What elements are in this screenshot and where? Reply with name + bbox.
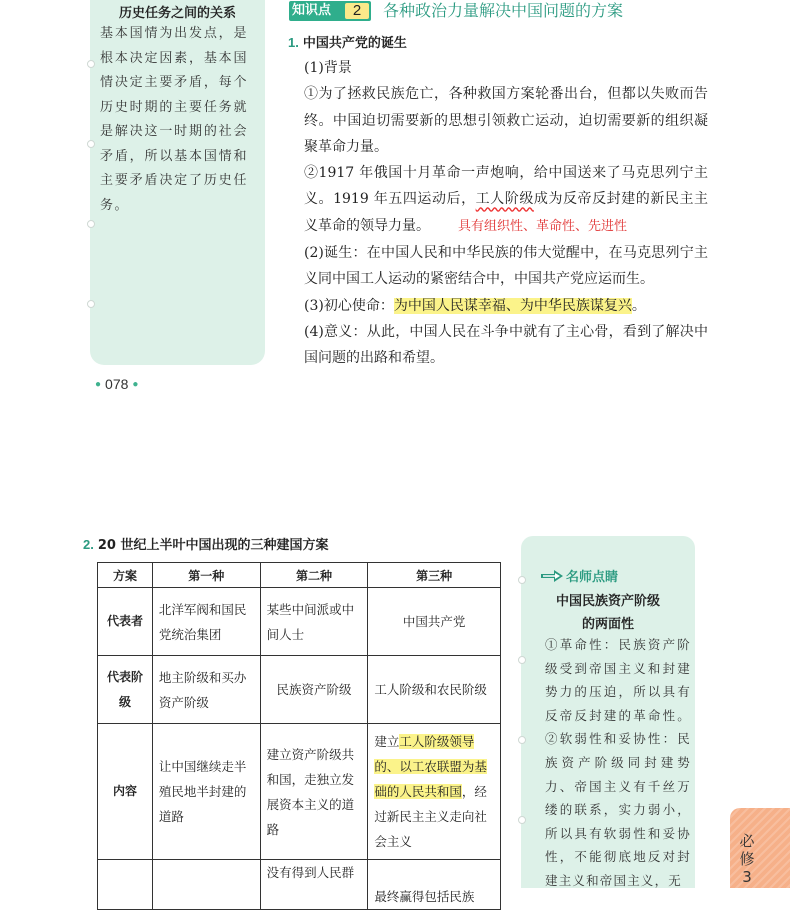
table-cell: 最终赢得包括民族 <box>368 860 501 910</box>
page-number <box>91 376 142 392</box>
section-body <box>304 55 708 372</box>
binder-ring-decoration <box>87 140 95 148</box>
binder-ring-decoration <box>87 60 95 68</box>
body-paragraph: (4)意义：从此，中国人民在斗争中就有了主心骨，看到了解决中国问题的出路和希望。 <box>304 323 708 367</box>
subsection-2-number: 2. <box>83 537 94 552</box>
body-text-span: (3)初心使命： <box>304 297 394 314</box>
table-cell: 没有得到人民群 <box>260 860 368 910</box>
table-row <box>98 656 501 724</box>
table-header-cell: 第二种 <box>260 563 368 588</box>
section-title: 各种政治力量解决中国问题的方案 <box>383 1 624 20</box>
subsection-2-title: 20 世纪上半叶中国出现的三种建国方案 <box>97 538 329 553</box>
table-cell: 民族资产阶级 <box>260 656 368 724</box>
binder-ring-decoration <box>87 220 95 228</box>
cell-text-span: ，经过新民主主义走向社会主义 <box>374 784 487 849</box>
table-cell <box>152 860 260 910</box>
arrow-icon <box>541 570 563 586</box>
table-cell: 建立资产阶级共和国，走独立发展资本主义的道路 <box>260 724 368 860</box>
teacher-tip-panel <box>521 536 695 888</box>
teacher-tip-title <box>521 590 695 636</box>
left-note-label: 历史任务之间的关系 <box>118 6 236 21</box>
table-cell: 某些中间派或中间人士 <box>260 588 368 656</box>
handwritten-annotation: 具有组织性、革命性、先进性 <box>458 218 628 234</box>
left-note-text: 基本国情为出发点，是根本决定因素，基本国情决定主要矛盾，每个历史时期的主要任务就是解决这一时期的社会矛盾，所以基本国情和主要矛盾决定了历史任务。 <box>100 26 248 213</box>
body-paragraph: (2)诞生：在中国人民和中华民族的伟大觉醒中，在马克思列宁主义同中国工人运动的紧密结合中，中国共产党应运而生。 <box>304 245 708 288</box>
binder-ring-decoration <box>518 656 526 664</box>
table-header-cell: 方案 <box>98 563 153 588</box>
wavy-underlined-term: 工人阶级 <box>475 191 534 208</box>
left-note-panel <box>90 0 265 365</box>
knowledge-point-label: 知识点 <box>292 3 332 18</box>
cell-text-span: 建立 <box>374 734 400 749</box>
knowledge-point-number: 2 <box>345 3 369 19</box>
teacher-tip-heading <box>541 566 618 586</box>
body-paragraph: (1)背景 <box>304 60 352 76</box>
table-cell: 工人阶级和农民阶级 <box>368 656 501 724</box>
highlighted-text: 为中国人民谋幸福、为中华民族谋复兴 <box>393 297 632 314</box>
highlighted-text: 工人阶级领导的、以工农联盟为基础的人民共和国 <box>374 734 487 799</box>
volume-side-tab <box>730 808 790 888</box>
dot-icon: ● <box>132 379 139 390</box>
table-header-row <box>98 563 501 588</box>
binder-ring-decoration <box>518 736 526 744</box>
table-row <box>98 588 501 656</box>
teacher-tip-title-line: 中国民族资产阶级 <box>555 594 660 609</box>
subsection-2-heading <box>83 534 328 553</box>
body-paragraph: ①为了拯救民族危亡，各种救国方案轮番出台，但都以失败而告终。中国迫切需要新的思想引领救亡运动，迫切需要新的组织凝聚革命力量。 <box>304 86 708 155</box>
row-header-cell: 代表阶级 <box>98 656 153 724</box>
table-cell: 中国共产党 <box>368 588 501 656</box>
teacher-tip-heading-text: 名师点睛 <box>566 570 619 585</box>
table-cell: 让中国继续走半殖民地半封建的道路 <box>152 724 260 860</box>
table-cell: 地主阶级和买办资产阶级 <box>152 656 260 724</box>
subsection-1-title: 中国共产党的诞生 <box>302 36 407 51</box>
dot-icon: ● <box>95 379 102 390</box>
teacher-tip-title-line: 的两面性 <box>581 617 634 632</box>
nation-building-plans-table <box>97 562 501 910</box>
table-row <box>98 860 501 910</box>
body-text-span: 。 <box>631 297 646 314</box>
table-header-cell: 第一种 <box>152 563 260 588</box>
body-text-span: 成为反帝反封建的新民主主义革命的领导力量。 <box>304 191 709 234</box>
body-paragraph <box>304 160 708 240</box>
table-cell <box>368 724 501 860</box>
knowledge-point-badge <box>289 1 371 21</box>
page-number-value: 078 <box>105 376 129 392</box>
binder-ring-decoration <box>87 300 95 308</box>
binder-ring-decoration <box>518 816 526 824</box>
row-header-cell <box>98 860 153 910</box>
body-text-span: ②1917 年俄国十月革命一声炮响，给中国送来了马克思列宁主义。1919 年五四运动后， <box>304 165 708 208</box>
table-header-cell: 第三种 <box>368 563 501 588</box>
volume-side-tab-label: 必修3 <box>739 832 755 886</box>
table-cell: 北洋军阀和国民党统治集团 <box>152 588 260 656</box>
table-row <box>98 724 501 860</box>
binder-ring-decoration <box>518 576 526 584</box>
body-paragraph <box>304 293 708 319</box>
teacher-tip-text: ①革命性：民族资产阶级受到帝国主义和封建势力的压迫，所以具有反帝反封建的革命性。②软弱性和妥协性：民族资产阶级同封建势力、帝国主义有千丝万缕的联系，实力弱小，所以具有软弱性和妥协性，不能彻底地反对封建主义和帝国主义，无 <box>545 637 691 888</box>
subsection-1-heading <box>288 32 407 51</box>
row-header-cell: 代表者 <box>98 588 153 656</box>
subsection-1-number: 1. <box>288 35 299 50</box>
row-header-cell: 内容 <box>98 724 153 860</box>
